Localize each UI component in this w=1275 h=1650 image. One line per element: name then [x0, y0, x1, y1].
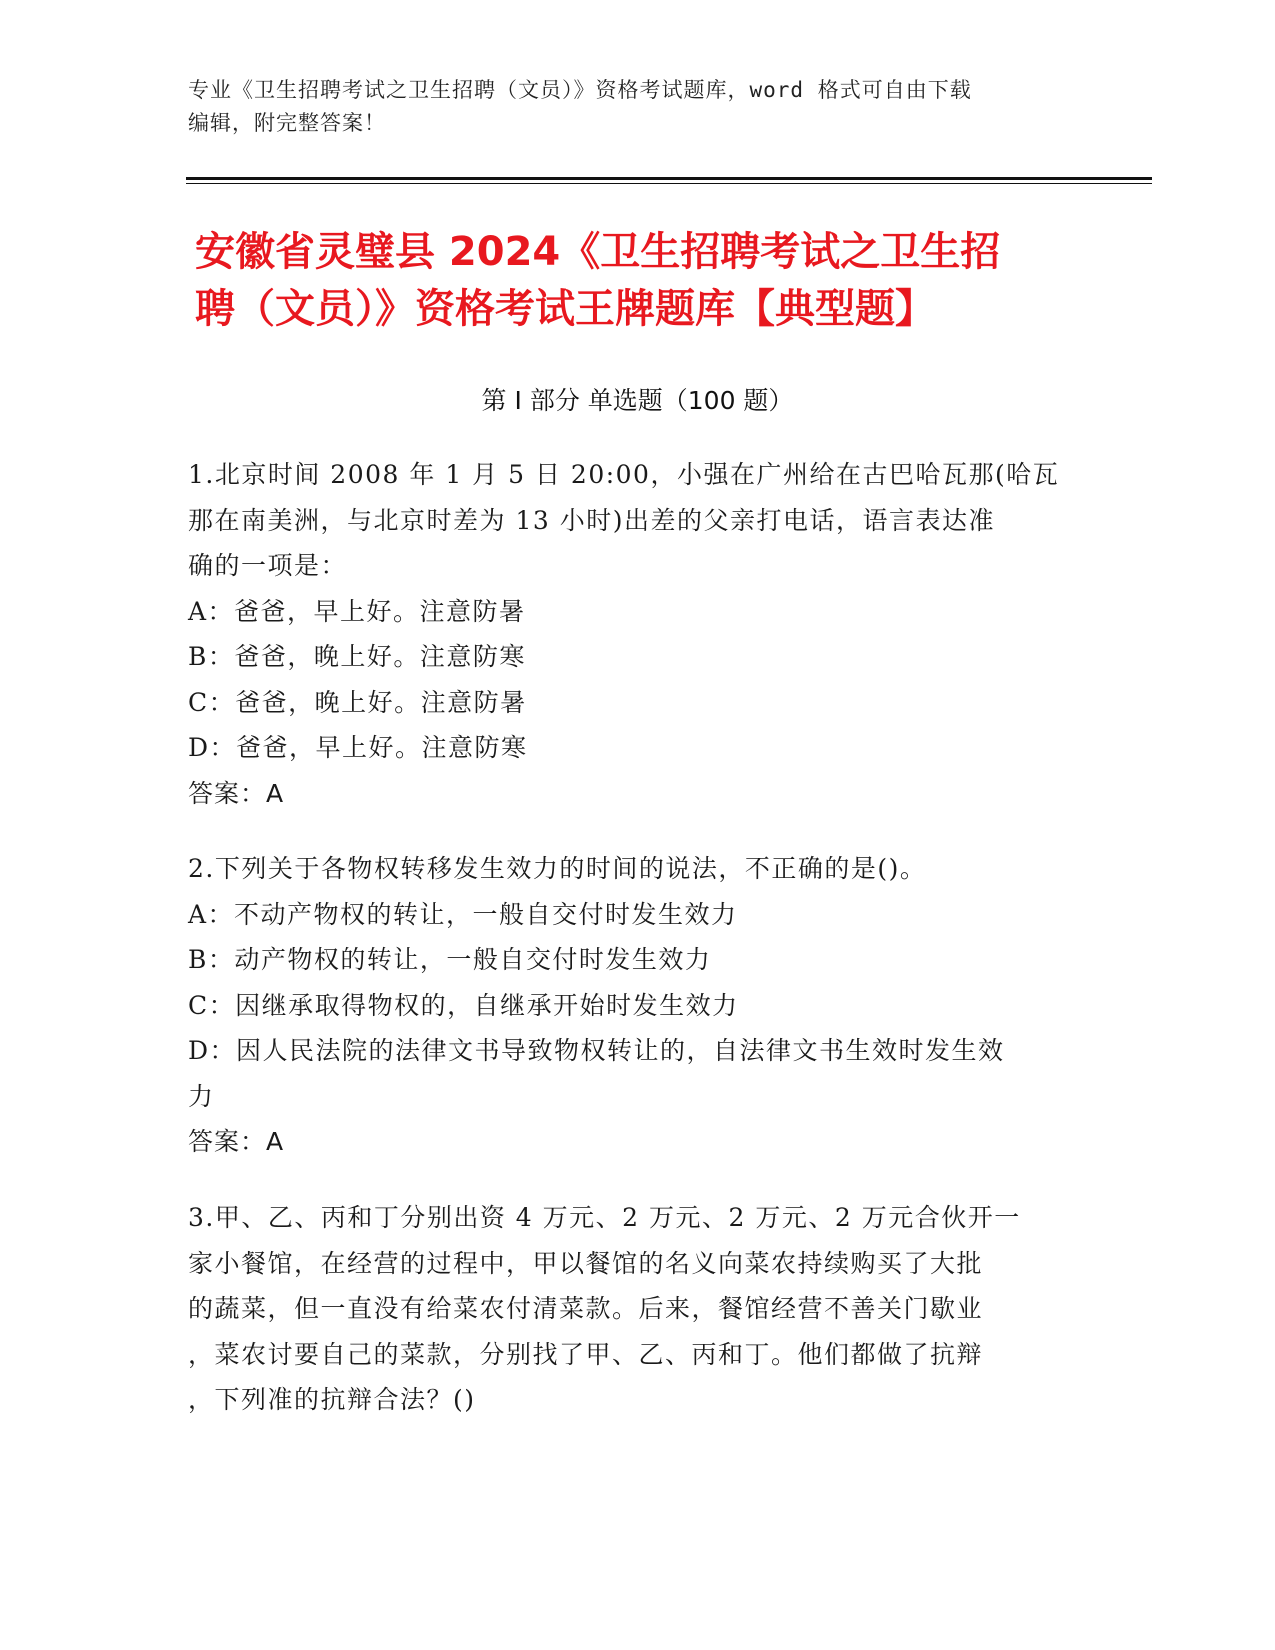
- question-text-line: 3.甲、乙、丙和丁分别出资 4 万元、2 万元、2 万元、2 万元合伙开一: [188, 1203, 1021, 1232]
- document-title-line-1: 安徽省灵璧县 2024《卫生招聘考试之卫生招: [195, 229, 1001, 275]
- answer-line: 答案：A: [188, 778, 285, 808]
- question-text-line: 1.北京时间 2008 年 1 月 5 日 20:00，小强在广州给在古巴哈瓦那(哈瓦: [188, 460, 1060, 489]
- option-d: D：爸爸，早上好。注意防寒: [188, 733, 528, 762]
- question-text-line: ，菜农讨要自己的菜款，分别找了甲、乙、丙和丁。他们都做了抗辩: [188, 1339, 984, 1369]
- question-3: [188, 1195, 1088, 1423]
- question-text-line: 的蔬菜，但一直没有给菜农付清菜款。后来，餐馆经营不善关门歇业: [188, 1294, 984, 1323]
- header-divider-thin: [186, 183, 1152, 184]
- option-a: A：不动产物权的转让，一般自交付时发生效力: [188, 899, 738, 929]
- header-note: [188, 74, 1088, 140]
- question-2: [188, 846, 1088, 1165]
- option-d-continued: 力: [188, 1081, 215, 1111]
- question-text-line: 那在南美洲，与北京时差为 13 小时)出差的父亲打电话，语言表达准: [188, 505, 995, 535]
- answer-line: 答案：A: [188, 1127, 285, 1156]
- section-title: 第 I 部分 单选题（100 题）: [481, 386, 794, 415]
- header-note-line-1: 专业《卫生招聘考试之卫生招聘（文员）》资格考试题库，word 格式可自由下载: [188, 78, 972, 102]
- question-text-line: 确的一项是：: [188, 551, 348, 580]
- question-text-line: 2.下列关于各物权转移发生效力的时间的说法，不正确的是()。: [188, 854, 927, 883]
- header-note-line-2: 编辑，附完整答案！: [188, 111, 386, 135]
- header-divider-thick: [186, 177, 1152, 180]
- question-1: [188, 452, 1088, 816]
- option-c: C：爸爸，晚上好。注意防暑: [188, 687, 527, 717]
- question-text-line: 家小餐馆，在经营的过程中，甲以餐馆的名义向菜农持续购买了大批: [188, 1248, 984, 1278]
- document-title: [195, 224, 1095, 338]
- question-text-line: ，下列准的抗辩合法？(): [188, 1385, 476, 1414]
- option-d: D：因人民法院的法律文书导致物权转让的，自法律文书生效时发生效: [188, 1036, 1005, 1065]
- option-b: B：爸爸，晚上好。注意防寒: [188, 642, 526, 671]
- option-a: A：爸爸，早上好。注意防暑: [188, 596, 526, 626]
- option-b: B：动产物权的转让，一般自交付时发生效力: [188, 945, 712, 974]
- document-title-line-2: 聘（文员）》资格考试王牌题库【典型题】: [195, 286, 935, 332]
- option-c: C：因继承取得物权的，自继承开始时发生效力: [188, 990, 739, 1020]
